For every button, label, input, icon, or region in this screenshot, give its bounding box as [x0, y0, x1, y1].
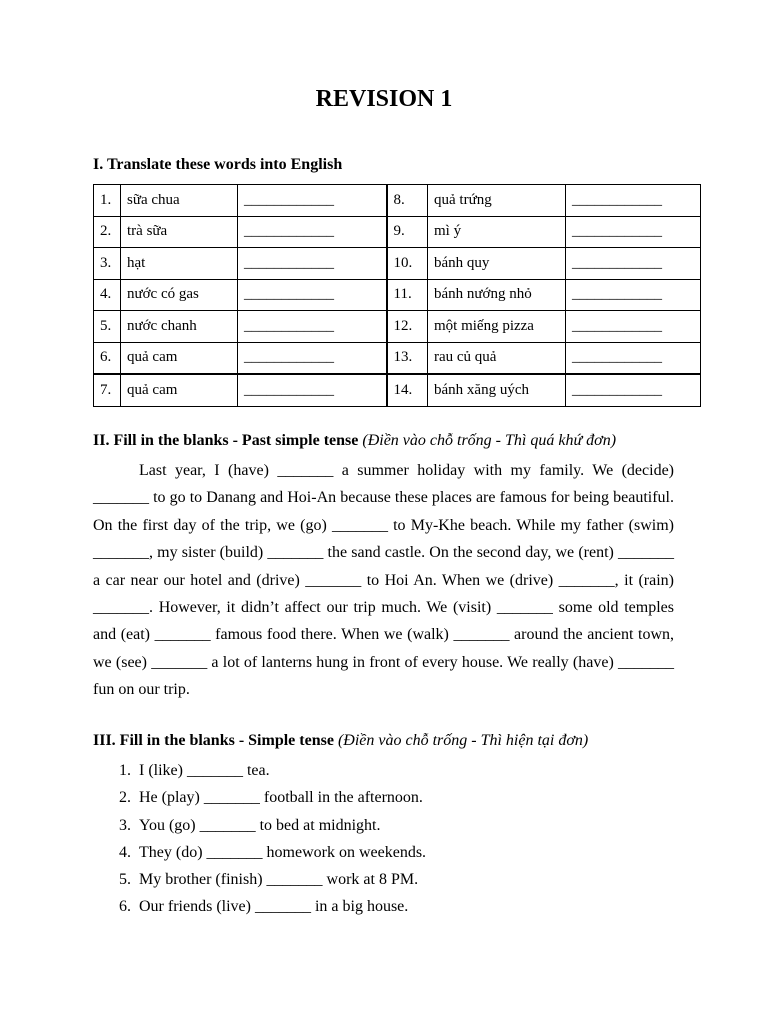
- vocab-word: quả cam: [121, 342, 238, 374]
- vocab-word: quả trứng: [428, 185, 566, 217]
- vocab-word: bánh xăng uých: [428, 374, 566, 406]
- section-2-heading-bold: II. Fill in the blanks - Past simple tense: [93, 432, 359, 449]
- vocab-number: 4.: [94, 279, 121, 311]
- answer-blank: ____________: [238, 374, 387, 406]
- exercise-number: 5.: [119, 871, 131, 889]
- section-2-heading-italic: (Điền vào chỗ trống - Thì quá khứ đơn): [362, 432, 617, 449]
- vocab-word: bánh nướng nhỏ: [428, 279, 566, 311]
- vocab-number: 7.: [94, 374, 121, 406]
- exercise-item: [93, 866, 653, 893]
- answer-blank: ____________: [566, 248, 701, 280]
- vocab-number: 6.: [94, 342, 121, 374]
- vocab-word: mì ý: [428, 216, 566, 248]
- exercise-number: 2.: [119, 789, 131, 807]
- vocab-row: [94, 374, 701, 406]
- vocab-row: [94, 279, 701, 311]
- exercise-item: [93, 784, 653, 811]
- vocab-word: nước chanh: [121, 311, 238, 343]
- answer-blank: ____________: [238, 342, 387, 374]
- vocab-number: 2.: [94, 216, 121, 248]
- answer-blank: ____________: [566, 374, 701, 406]
- exercise-item: [93, 839, 653, 866]
- vocab-row: [94, 248, 701, 280]
- vocab-number: 10.: [387, 248, 428, 280]
- page-title: REVISION 1: [315, 86, 453, 112]
- vocab-word: bánh quy: [428, 248, 566, 280]
- exercise-text: You (go) _______ to bed at midnight.: [139, 816, 381, 834]
- exercise-number: 4.: [119, 843, 131, 861]
- paragraph-text: Last year, I (have) _______ a summer holiday with my family. We (decide) _______ to go to Danang and Hoi-An because these places are famous for being beautiful. On the first day of the trip, we (go) _______ to My-Khe beach. While my father (swim) _______, my sister (build) _______ the sand castle. On the second day, we (rent) _______ a car near our hotel and (drive) _______ to Hoi An. When we (drive) _______, it (rain) _______. However, it didn’t affect our trip much. We (visit) _______ some old temples and (eat) _______ famous food there. When we (walk) _______ around the ancient town, we (see) _______ a lot of lanterns hung in front of every house. We really (have) _______ fun on our trip.: [93, 462, 674, 699]
- exercise-text: He (play) _______ football in the afternoon.: [139, 789, 423, 807]
- vocab-number: 12.: [387, 311, 428, 343]
- vocab-word: quả cam: [121, 374, 238, 406]
- exercise-text: They (do) _______ homework on weekends.: [139, 843, 427, 861]
- vocab-number: 8.: [387, 185, 428, 217]
- vocab-word: nước có gas: [121, 279, 238, 311]
- vocab-word: rau củ quả: [428, 342, 566, 374]
- answer-blank: ____________: [238, 279, 387, 311]
- vocab-number: 14.: [387, 374, 428, 406]
- exercise-item: [93, 893, 653, 920]
- vocabulary-table: [93, 184, 701, 407]
- section-3-heading-italic: (Điền vào chỗ trống - Thì hiện tại đơn): [337, 732, 589, 749]
- past-tense-paragraph: [93, 457, 674, 704]
- answer-blank: ____________: [238, 248, 387, 280]
- answer-blank: ____________: [238, 311, 387, 343]
- exercise-text: My brother (finish) _______ work at 8 PM.: [139, 871, 419, 889]
- answer-blank: ____________: [566, 342, 701, 374]
- exercise-item: [93, 812, 653, 839]
- vocab-word: một miếng pizza: [428, 311, 566, 343]
- section-3-heading-bold: III. Fill in the blanks - Simple tense: [93, 732, 334, 749]
- vocab-row: [94, 216, 701, 248]
- answer-blank: ____________: [238, 216, 387, 248]
- vocab-word: trà sữa: [121, 216, 238, 248]
- vocab-row: [94, 342, 701, 374]
- section-1-heading: I. Translate these words into English: [93, 156, 343, 173]
- answer-blank: ____________: [238, 185, 387, 217]
- exercise-number: 1.: [119, 762, 131, 779]
- exercise-text: Our friends (live) _______ in a big house.: [139, 898, 409, 916]
- exercise-number: 3.: [119, 816, 131, 834]
- simple-tense-exercise-list: [93, 757, 653, 921]
- answer-blank: ____________: [566, 185, 701, 217]
- vocab-word: sữa chua: [121, 185, 238, 217]
- vocab-number: 3.: [94, 248, 121, 280]
- vocab-number: 11.: [387, 279, 428, 311]
- vocab-row: [94, 185, 701, 217]
- exercise-item: [93, 757, 653, 784]
- vocab-number: 9.: [387, 216, 428, 248]
- answer-blank: ____________: [566, 279, 701, 311]
- vocab-number: 5.: [94, 311, 121, 343]
- vocab-row: [94, 311, 701, 343]
- exercise-number: 6.: [119, 898, 131, 916]
- answer-blank: ____________: [566, 216, 701, 248]
- section-2-heading: [93, 432, 616, 450]
- vocab-word: hạt: [121, 248, 238, 280]
- vocab-number: 13.: [387, 342, 428, 374]
- section-3-heading: [93, 732, 588, 750]
- vocab-number: 1.: [94, 185, 121, 217]
- answer-blank: ____________: [566, 311, 701, 343]
- exercise-text: I (like) _______ tea.: [139, 762, 270, 779]
